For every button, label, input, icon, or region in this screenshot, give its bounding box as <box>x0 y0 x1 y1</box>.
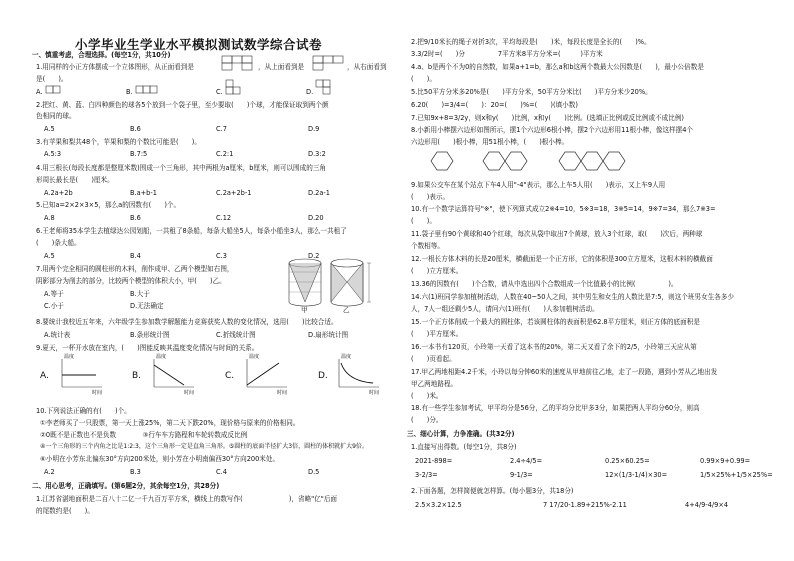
section-1-heading: 一、慎重考虑，合理选择。(每空1分，共10分) <box>32 51 171 59</box>
q8-option-d[interactable]: D.扇形统计图 <box>308 331 349 339</box>
section-3-heading: 三、细心计算，力争准确。(共32分) <box>407 430 515 438</box>
hexagon-2 <box>483 152 527 170</box>
q1-text: 1.用同样的小正方体摆成一个立体图形，从正面看到是 <box>36 63 194 71</box>
fill-16-text: 16.一本书有120页，小玲第一天看了这本书的20%，第二天又看了余下的2/5，小玲第三天应从第 <box>411 343 697 351</box>
fill-18-text: 18.有一些学生参加考试，甲平均分是56分，乙的平均分比甲多3分，如果把两人平均分60分，则高 <box>411 404 700 412</box>
fill-17-text-b: 甲乙两地路程。 <box>411 380 458 388</box>
q2-option-b[interactable]: B.6 <box>130 125 141 133</box>
q9-option-d[interactable]: D. <box>318 371 328 381</box>
fill-16-text-b: ( )页看起。 <box>411 355 456 363</box>
fill-3-text: 3.3/2时=( )分 7平方米8平方分米=( )平方米 <box>411 50 603 58</box>
q3-option-a[interactable]: A.5:3 <box>44 150 62 158</box>
q10-text: 10.下列说法正确的有( )个。 <box>36 407 131 415</box>
fill-9-text-b: ( )表示。 <box>411 193 450 201</box>
fill-8-text: 8.小新用小棒摆六边形如图所示，摆1个六边形6根小棒，摆2个六边形用11根小棒，像这样摆4个 <box>411 126 694 134</box>
calc-1-item-5: 3-2/3= <box>415 471 438 479</box>
q9-graph-d-ylabel: 温度 <box>341 354 352 360</box>
q7-text-b: 阴影部分为削去的部分，比较两个模型的体积大小，甲( )乙。 <box>36 277 226 285</box>
q7-option-d[interactable]: D.无法确定 <box>130 302 164 310</box>
fill-9-text: 9.如果公交车在某个站点下车4人用"-4"表示，那么上车5人用( )表示，又上车9人用 <box>411 181 666 189</box>
calc-1-item-1: 2021-898= <box>415 457 453 465</box>
fill-7-text: 7.已知9x+8=3/2y，则x和y( )比例，x和y( )比例。(选填正比例或反比例或不成比例) <box>411 114 685 122</box>
fill-14-text-b: 人，7人一组还剩少5人，请问六(1)班有( )人参加植树活动。 <box>411 305 599 313</box>
q7-label-yi: 乙 <box>343 306 350 314</box>
calc-1-item-8: 1/5×25%+1/5×25%= <box>700 471 773 479</box>
section-2-heading: 二、用心思考，正确填写。(第6题2分，其余每空1分，共28分) <box>32 482 220 490</box>
q5-option-a[interactable]: A.8 <box>44 214 55 222</box>
q1-option-c[interactable]: C. <box>216 88 223 96</box>
fill-17-text: 17.甲乙两地相距4.2千米，小玲以每分钟60米的速度从甲地前往乙地，走了一段路，遇到小芳从乙地出发 <box>411 368 718 376</box>
q6-option-a[interactable]: A.5 <box>44 252 55 260</box>
calc-2-instruction: 2.下面各题，怎样简便就怎样算。(每小题3分，共18分) <box>411 487 574 495</box>
q2-option-d[interactable]: D.9 <box>308 125 320 133</box>
hexagon-pattern-figure <box>425 150 725 176</box>
q6-option-d[interactable]: D.2 <box>308 252 320 260</box>
q7-label-jia: 甲 <box>301 306 308 314</box>
q10-option-a[interactable]: A.2 <box>44 468 55 476</box>
q1-option-c-figure <box>226 80 248 96</box>
q3-option-b[interactable]: B.7:5 <box>130 150 148 158</box>
fill-5-text: 5.比50平方分米多20%是( )平方分米，50平方分米比( )平方分米少20%。 <box>411 88 652 96</box>
q4-option-a[interactable]: A.2a+2b <box>44 189 73 197</box>
q6-text: 6.王老师将35本学生去植绿达公园划船，一共租了8条船，每条大船坐5人，每条小船坐3人，那么一共租了 <box>36 227 347 235</box>
q7-text: 7.用两个完全相同的圆柱形的木料，削作成甲、乙两个模型如右图， <box>36 265 234 273</box>
q4-option-d[interactable]: D.2a-1 <box>308 189 330 197</box>
q2-text-b: 色相同的球。 <box>36 112 76 120</box>
q2-option-a[interactable]: A.5 <box>44 125 55 133</box>
q6-text-b: ( )条大船。 <box>36 239 81 247</box>
q8-option-a[interactable]: A.统计表 <box>44 331 71 339</box>
q4-option-b[interactable]: B.a+b-1 <box>130 189 157 197</box>
fill-12-text: 12.一根长方体木料的长是20厘米，横截面是一个正方形，它的体积是300立方厘米，这根木料的横截面 <box>411 255 713 263</box>
q4-option-c[interactable]: C.2a+2b-1 <box>216 189 252 197</box>
fill-10-text: 10.有一个数学运算符号"※"，使下列算式成立2※4=10，5※3=18，3※5=14，9※7=34，那么7※3= <box>411 205 716 213</box>
hexagon-1 <box>431 152 453 170</box>
q10-statement-4: ⑥小明在小芳东北偏东30°方向200米处，则小芳在小明南偏西30°方向200米处。 <box>40 455 280 463</box>
fill-15-text: 15.一个正方体削成一个最大的圆柱体，若该圆柱体的表面积是62.8平方厘米，则正方体的底面积是 <box>411 318 700 326</box>
q10-statement-3: ④一个三角形的三个内角之比是1:2:3，这个三角形一定是直角三角形。⑤圆柱的底面半径扩大3倍，圆柱的体积就扩大9倍。 <box>40 443 368 450</box>
q9-graph-c-ylabel: 温度 <box>249 354 260 360</box>
fill-11-text: 11.袋子里有90个黄球和40个红球，每次从袋中取出7个黄球，放入3个红球，取( )次后，两种球 <box>411 230 703 238</box>
calc-1-item-7: 12×(1/3-1/4)×30= <box>605 471 668 479</box>
q2-text: 2.把红、黄、蓝、白四种颜色的球各5个放到一个袋子里，至少要取( )个球，才能保证取到两个颜 <box>36 101 329 109</box>
q1-front-view-figure <box>222 56 252 71</box>
fill-8-text-b: 六边形用( )根小棒，用51根小棒，( )根小棒。 <box>411 138 569 146</box>
fill-11-text-b: 个数相等。 <box>411 242 444 250</box>
q1-option-d-figure <box>316 80 338 96</box>
fill-13-text: 13.36的因数有( )个合数，请从中选出四个合数组成一个比值最小的比例( )。 <box>411 280 678 288</box>
q8-option-b[interactable]: B.条形统计图 <box>130 331 170 339</box>
q7-option-c[interactable]: C.小于 <box>44 302 64 310</box>
fill-10-text-b: ( )。 <box>411 217 436 225</box>
calc-2-item-1: 2.5×3.2×12.5 <box>415 501 462 509</box>
q10-statement-1: ①李老师买了一只股票，第一天上涨25%，第二天下跌20%，现价格与原来的价格相同。 <box>40 419 300 427</box>
q10-option-c[interactable]: C.4 <box>216 468 227 476</box>
q1-option-d[interactable]: D. <box>306 88 314 96</box>
hexagon-3 <box>559 152 625 170</box>
page-title: 小学毕业生学业水平模拟测试数学综合试卷 <box>74 37 322 52</box>
q9-option-a[interactable]: A. <box>40 371 49 381</box>
fill-17-text-c: ( )米。 <box>411 392 443 400</box>
fill-2-text: 2.把9/10米长的绳子对折3次，平均每段是( )米，每段长度是全长的( )%。 <box>411 38 651 46</box>
q7-cylinders-figure <box>285 258 375 316</box>
q9-graph-b-xlabel: 时间 <box>184 390 195 396</box>
fill-12-text-b: ( )立方厘米。 <box>411 267 463 275</box>
calc-2-item-3: 4+4/9-4/9×4 <box>685 501 729 509</box>
q5-text: 5.已知a=2×2×3×5，那么a的因数有( )个。 <box>36 201 181 209</box>
q5-option-b[interactable]: B.6 <box>130 214 141 222</box>
q1-top-view-figure <box>313 56 343 71</box>
q10-option-d[interactable]: D.5 <box>308 468 320 476</box>
q9-graph-a-xlabel: 时间 <box>92 390 103 396</box>
calc-1-item-2: 2.4÷4/5= <box>510 457 543 465</box>
q10-option-b[interactable]: B.3 <box>130 468 141 476</box>
q1-option-a[interactable]: A. <box>36 88 43 96</box>
cylinder-jia <box>289 259 321 306</box>
q7-option-b[interactable]: B.大于 <box>130 290 150 298</box>
fill-6-text: 6.20( )=3/4=( )：20=( )%=( )(填小数) <box>411 101 578 109</box>
q9-option-b[interactable]: B. <box>132 371 142 381</box>
q4-text-b: 形周长最长是( )厘米。 <box>36 176 114 184</box>
q7-option-a[interactable]: A.等于 <box>44 290 64 298</box>
q9-graph-c-xlabel: 时间 <box>277 390 288 396</box>
q9-graph-d-xlabel: 时间 <box>369 390 380 396</box>
q9-graph-b-ylabel: 温度 <box>156 354 167 360</box>
q8-option-c[interactable]: C.折线统计图 <box>216 331 256 339</box>
q1-text-b: ，从上面看到是 <box>258 63 305 71</box>
q1-option-b[interactable]: B. <box>126 88 133 96</box>
q6-option-c[interactable]: C.3 <box>216 252 227 260</box>
fill-18-text-b: ( )分。 <box>411 416 443 424</box>
q9-option-c[interactable]: C. <box>225 371 235 381</box>
q2-option-c[interactable]: C.7 <box>216 125 227 133</box>
calc-2-item-2: 7 17/20-1.89+215%-2.11 <box>543 501 627 509</box>
fill-4-text-b: ( )。 <box>411 75 436 83</box>
q6-option-b[interactable]: B.4 <box>130 252 141 260</box>
fill-4-text: 4.a、b是两个不为0的自然数，如果a+1=b，那么a和b这两个数最大公因数是( )，最小公倍数是 <box>411 63 704 71</box>
q10-statement-2: ②0既不是正数也不是负数 ③行车车方路程和车轮转数成反比例 <box>40 431 248 439</box>
q4-text: 4.用三根长(每段长度都是整厘米数)围成一个三角形，其中两根为a厘米，b厘米，则可以围成的三角 <box>36 164 327 172</box>
right-column <box>397 0 794 561</box>
q1-text-d: 是( )。 <box>36 75 68 83</box>
cylinder-yi <box>331 259 363 306</box>
q9-graph-a-ylabel: 温度 <box>64 354 75 360</box>
q3-option-c[interactable]: C.2:1 <box>216 150 234 158</box>
q9-text: 9.夏天，一杯开水放在室内，( )图能反映其温度变化情况与时间的关系。 <box>36 344 259 352</box>
fill-1-text-b: 的尾数约是( )。 <box>36 507 94 515</box>
calc-1-item-6: 9-1/3= <box>510 471 533 479</box>
q1-option-b-figure <box>136 84 158 96</box>
calc-1-instruction: 1.直接写出得数。(每空1分，共8分) <box>411 443 517 451</box>
fill-1-text: 1.江苏省湛地面积是二百八十二亿一千九百万平方米，横线上的数写作( )，省略"亿"后面 <box>36 495 338 503</box>
q3-option-d[interactable]: D.3:2 <box>308 150 326 158</box>
q1-option-a-figure <box>46 84 68 96</box>
fill-14-text: 14.六(1)班同学参加植树活动，人数在40~50人之间，其中男生和女生的人数比是7:5，则这个班男女生各多少 <box>411 293 735 301</box>
calc-1-item-4: 0.99×9+0.99= <box>700 457 751 465</box>
q5-option-c[interactable]: C.12 <box>216 214 232 222</box>
q3-text: 3.有苹果和梨共48个，苹果和梨的个数比可能是( )。 <box>36 138 201 146</box>
calc-1-item-3: 0.25×60.25= <box>605 457 650 465</box>
fill-15-text-b: ( )平方厘米。 <box>411 330 463 338</box>
q1-text-c: ，从右面看到 <box>347 63 387 71</box>
q8-text: 8.要统计我校近五年来，六年级学生参加数学解题能力竞赛获奖人数的变化情况，选用( )比较合适。 <box>36 318 338 326</box>
q5-option-d[interactable]: D.20 <box>308 214 324 222</box>
